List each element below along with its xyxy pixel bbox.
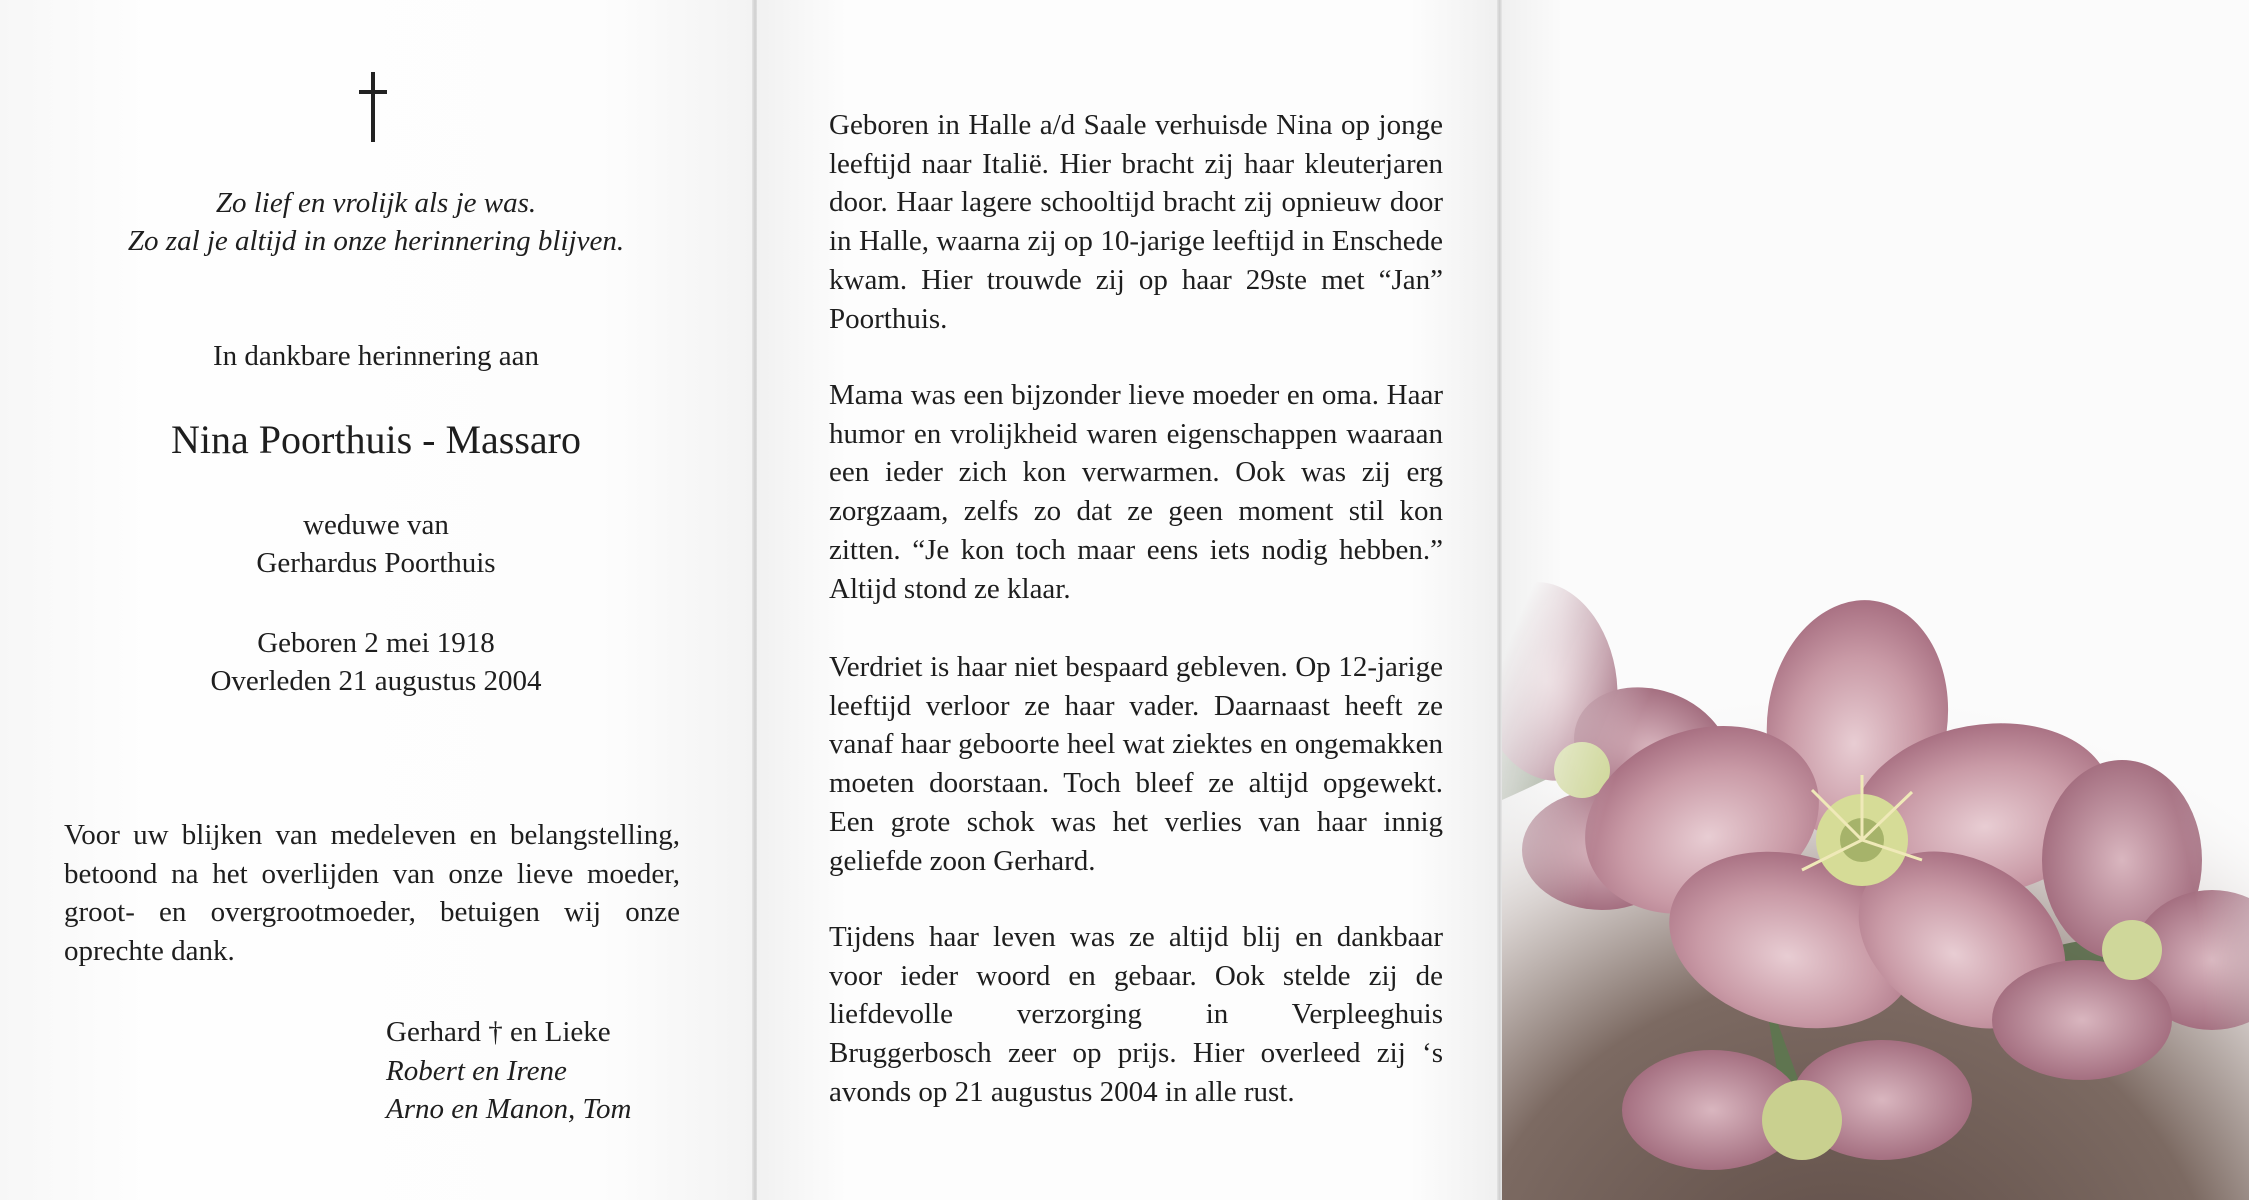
- poem-line: Zo zal je altijd in onze herinnering blijven.: [127, 225, 625, 257]
- biography-paragraph: Geboren in Halle a/d Saale verhuisde Nina op jonge leeftijd naar Italië. Hier bracht zij haar kleuterjaren door. Haar lagere schooltijd bracht zij opnieuw door in Halle, waarna zij op 10-jarige leeftijd in Enschede kwam. Hier trouwde zij op haar 29ste met “Jan” Poorthuis.: [829, 109, 1443, 335]
- hellebore-flower-image: [1502, 0, 2249, 1200]
- signer-line: Gerhard † en Lieke: [386, 1016, 611, 1048]
- cross-icon: [355, 72, 391, 142]
- thanks-text: Voor uw blijken van medeleven en belangstelling, betoond na het overlijden van onze lieve moeder, groot- en overgrootmoeder, betuigen wij onze oprechte dank.: [64, 819, 680, 967]
- life-dates: [0, 624, 752, 700]
- right-panel: [1502, 0, 2249, 1200]
- biography-paragraph: Tijdens haar leven was ze altijd blij en dankbaar voor ieder woord en gebaar. Ook stelde zij de liefdevolle verzorging in Verpleeghuis Bruggerbosch zeer op prijs. Hier overleed zij ‘s avonds op 21 augustus 2004 in alle rust.: [829, 921, 1443, 1108]
- signers: [386, 1013, 631, 1129]
- spouse-name: Gerhardus Poorthuis: [256, 547, 496, 579]
- signer-line: Robert en Irene: [386, 1054, 567, 1087]
- biography-paragraph: Verdriet is haar niet bespaard gebleven. Op 12-jarige leeftijd verloor ze haar vader. Daarnaast heeft ze vanaf haar geboorte heel wat ziektes en ongemakken moeten doorstaan. Toch bleef ze altijd opgewekt. Een grote schok was het verlies van haar innig geliefde zoon Gerhard.: [829, 651, 1443, 877]
- birth-date: Geboren 2 mei 1918: [257, 627, 495, 659]
- signer-line: Arno en Manon, Tom: [386, 1093, 632, 1125]
- poem-line: Zo lief en vrolijk als je was.: [215, 187, 537, 219]
- poem: [0, 184, 752, 260]
- death-date: Overleden 21 augustus 2004: [210, 665, 542, 697]
- left-panel: [0, 0, 752, 1200]
- biography-paragraph: Mama was een bijzonder lieve moeder en oma. Haar humor en vrolijkheid waren eigenschappen waaraan een ieder zich kon verwarmen. Ook was zij erg zorgzaam, zelfs zo dat ze geen moment stil kon zitten. “Je kon toch maar eens iets nodig hebben.” Altijd stond ze klaar.: [829, 379, 1443, 605]
- widow-label: weduwe van: [303, 509, 449, 541]
- deceased-name: Nina Poorthuis - Massaro: [171, 417, 581, 462]
- intro-text: In dankbare herinnering aan: [212, 340, 540, 372]
- widow-of: [0, 506, 752, 582]
